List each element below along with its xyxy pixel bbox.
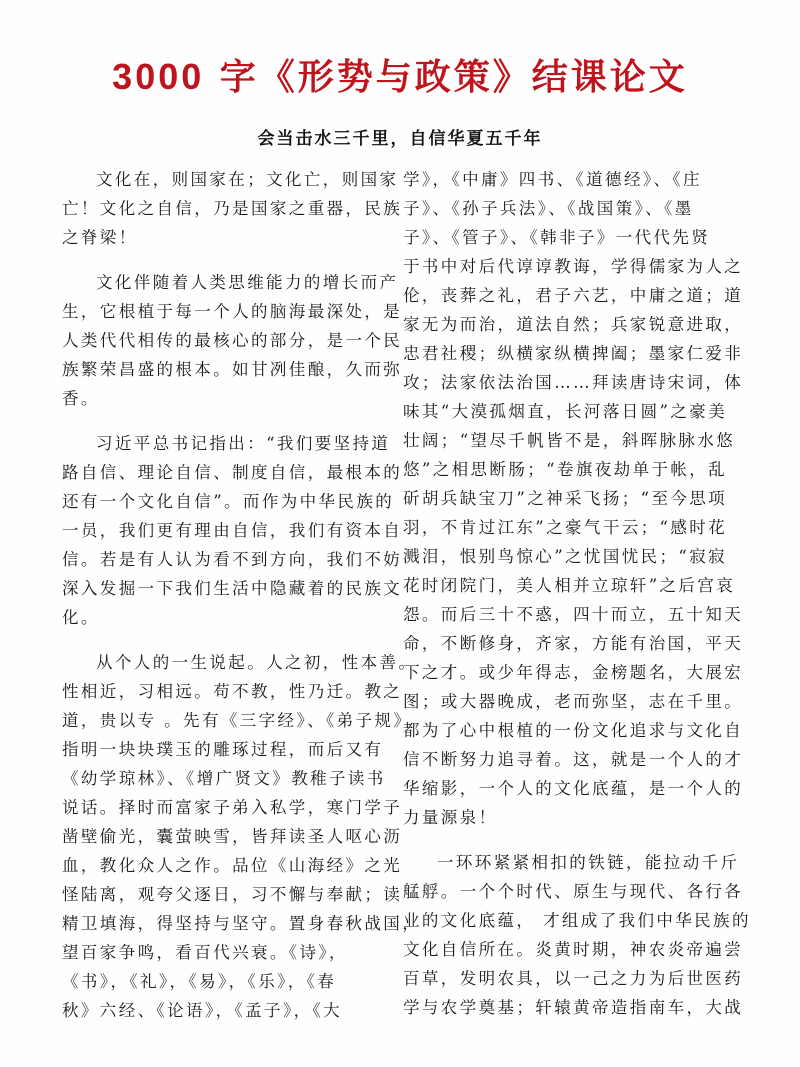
- text-line: 人类代代相传的最核心的部分，是一个民: [62, 331, 403, 350]
- text-line: 说话。择时而富家子弟入私学，寒门学子: [62, 798, 403, 817]
- text-line: 精卫填海，得坚持与坚守。置身春秋战国，: [62, 914, 422, 933]
- text-line: 性相近，习相远。苟不教，性乃迁。教之: [62, 682, 403, 701]
- text-line: 化。: [62, 608, 100, 627]
- text-line: 下之才。或少年得志，金榜题名，大展宏: [403, 663, 744, 682]
- paragraph: [62, 429, 403, 632]
- text-line: 溅泪，恨别鸟惊心”之忧国忧民；“寂寂: [403, 547, 728, 566]
- text-line: 文化在，则国家在；文化亡，则国家: [96, 170, 399, 189]
- text-line: 信。若是有人认为看不到方向，我们不妨: [62, 550, 403, 569]
- text-line: 指明一块块璞玉的雕琢过程，而后又有: [62, 740, 384, 759]
- text-line: 于书中对后代谆谆教诲，学得儒家为人之: [403, 257, 744, 276]
- text-line: 忠君社稷；纵横家纵横捭阖；墨家仁爱非: [403, 344, 744, 363]
- title-text: 字《形势与政策》结课论文: [204, 56, 688, 98]
- text-line: 悠”之相思断肠；“卷旗夜劫单于帐，乱: [403, 460, 728, 479]
- text-line: 羽，不肯过江东”之豪气干云；“感时花: [403, 518, 728, 537]
- text-line: 从个人的一生说起。人之初，性本善。: [96, 653, 418, 672]
- text-line: 都为了心中根植的一份文化追求与文化自: [403, 721, 744, 740]
- text-line: 图；或大器晚成，老而弥坚，志在千里。: [403, 692, 744, 711]
- text-line: 子》、《孙子兵法》、《战国策》、《墨: [403, 199, 694, 218]
- document-title: [0, 52, 800, 102]
- paragraph: [62, 165, 403, 252]
- paragraph: [62, 648, 422, 1025]
- text-line: 一员，我们更有理由自信，我们有资本自: [62, 521, 403, 540]
- left-column: [62, 165, 422, 1041]
- text-line: 伦，丧葬之礼，君子六艺，中庸之道；道: [403, 286, 744, 305]
- document-subtitle: 会当击水三千里，自信华夏五千年: [257, 129, 543, 149]
- paragraph: [62, 268, 403, 413]
- right-column: [403, 165, 753, 1038]
- text-line: 业的文化底蕴， 才组成了我们中华民族的: [403, 911, 751, 930]
- paragraph: [403, 165, 753, 832]
- text-line: 力量源泉！: [403, 808, 498, 827]
- text-line: 怪陆离，观夸父逐日，习不懈与奉献；读: [62, 885, 403, 904]
- text-line: 命，不断修身，齐家，方能有治国，平天: [403, 634, 744, 653]
- text-line: 斫胡兵缺宝刀”之神采飞扬；“至今思项: [403, 489, 728, 508]
- title-number: 3000: [112, 56, 205, 97]
- text-line: 花时闭院门，美人相并立琼轩”之后宫哀: [403, 576, 736, 595]
- text-line: 亡！文化之自信，乃是国家之重器，民族: [62, 199, 403, 218]
- text-line: 道，贵以专 。先有《三字经》、《弟子规》: [62, 711, 413, 730]
- text-line: 文化伴随着人类思维能力的增长而产: [96, 273, 399, 292]
- text-line: 凿壁偷光，囊萤映雪，皆拜读圣人呕心沥: [62, 827, 403, 846]
- text-line: 信不断努力追寻着。这，就是一个人的才: [403, 750, 744, 769]
- text-line: 秋》六经、《论语》，《孟子》，《大: [62, 1001, 343, 1020]
- text-line: 生，它根植于每一个人的脑海最深处，是: [62, 302, 403, 321]
- text-line: 一环环紧紧相扣的铁链，能拉动千斤: [437, 853, 740, 872]
- text-line: 《幼学琼林》、《增广贤文》教稚子读书: [62, 769, 386, 788]
- text-line: 怨。而后三十不惑，四十而立，五十知天: [403, 605, 744, 624]
- text-line: 家无为而治，道法自然；兵家锐意进取，: [403, 315, 744, 334]
- text-line: 味其“大漠孤烟直，长河落日圆”之豪美: [403, 402, 728, 421]
- text-line: 深入发掘一下我们生活中隐藏着的民族文: [62, 579, 403, 598]
- text-line: 路自信、理论自信、制度自信，最根本的: [62, 463, 403, 482]
- text-line: 百草，发明农具，以一己之力为后世医药: [403, 969, 744, 988]
- text-line: 还有一个文化自信”。而作为中华民族的: [62, 492, 395, 511]
- text-line: 壮阔；“望尽千帆皆不是，斜晖脉脉水悠: [403, 431, 736, 450]
- text-line: 艋艀。一个个时代、原生与现代、各行各: [403, 882, 744, 901]
- text-line: 血，教化众人之作。品位《山海经》之光: [62, 856, 403, 875]
- paragraph: [403, 848, 753, 1022]
- text-line: 族繁荣昌盛的根本。如甘冽佳酿，久而弥: [62, 360, 403, 379]
- text-line: 之脊梁！: [62, 228, 138, 247]
- text-line: 华缩影，一个人的文化底蕴，是一个人的: [403, 779, 744, 798]
- text-line: 学》，《中庸》四书、《道德经》、《庄: [403, 170, 702, 189]
- text-line: 子》、《管子》、《韩非子》一代代先贤: [403, 228, 711, 247]
- text-line: 攻；法家依法治国……拜读唐诗宋词，体: [403, 373, 744, 392]
- text-line: 学与农学奠基；轩辕黄帝造指南车，大战: [403, 998, 744, 1017]
- text-line: 文化自信所在。炎黄时期，神农炎帝遍尝: [403, 940, 744, 959]
- text-line: 望百家争鸣，看百代兴衰。《诗》，: [62, 943, 348, 962]
- text-line: 习近平总书记指出：“我们要坚持道: [96, 434, 391, 453]
- text-line: 香。: [62, 389, 100, 408]
- text-line: 《书》，《礼》，《易》，《乐》，《春: [62, 972, 337, 991]
